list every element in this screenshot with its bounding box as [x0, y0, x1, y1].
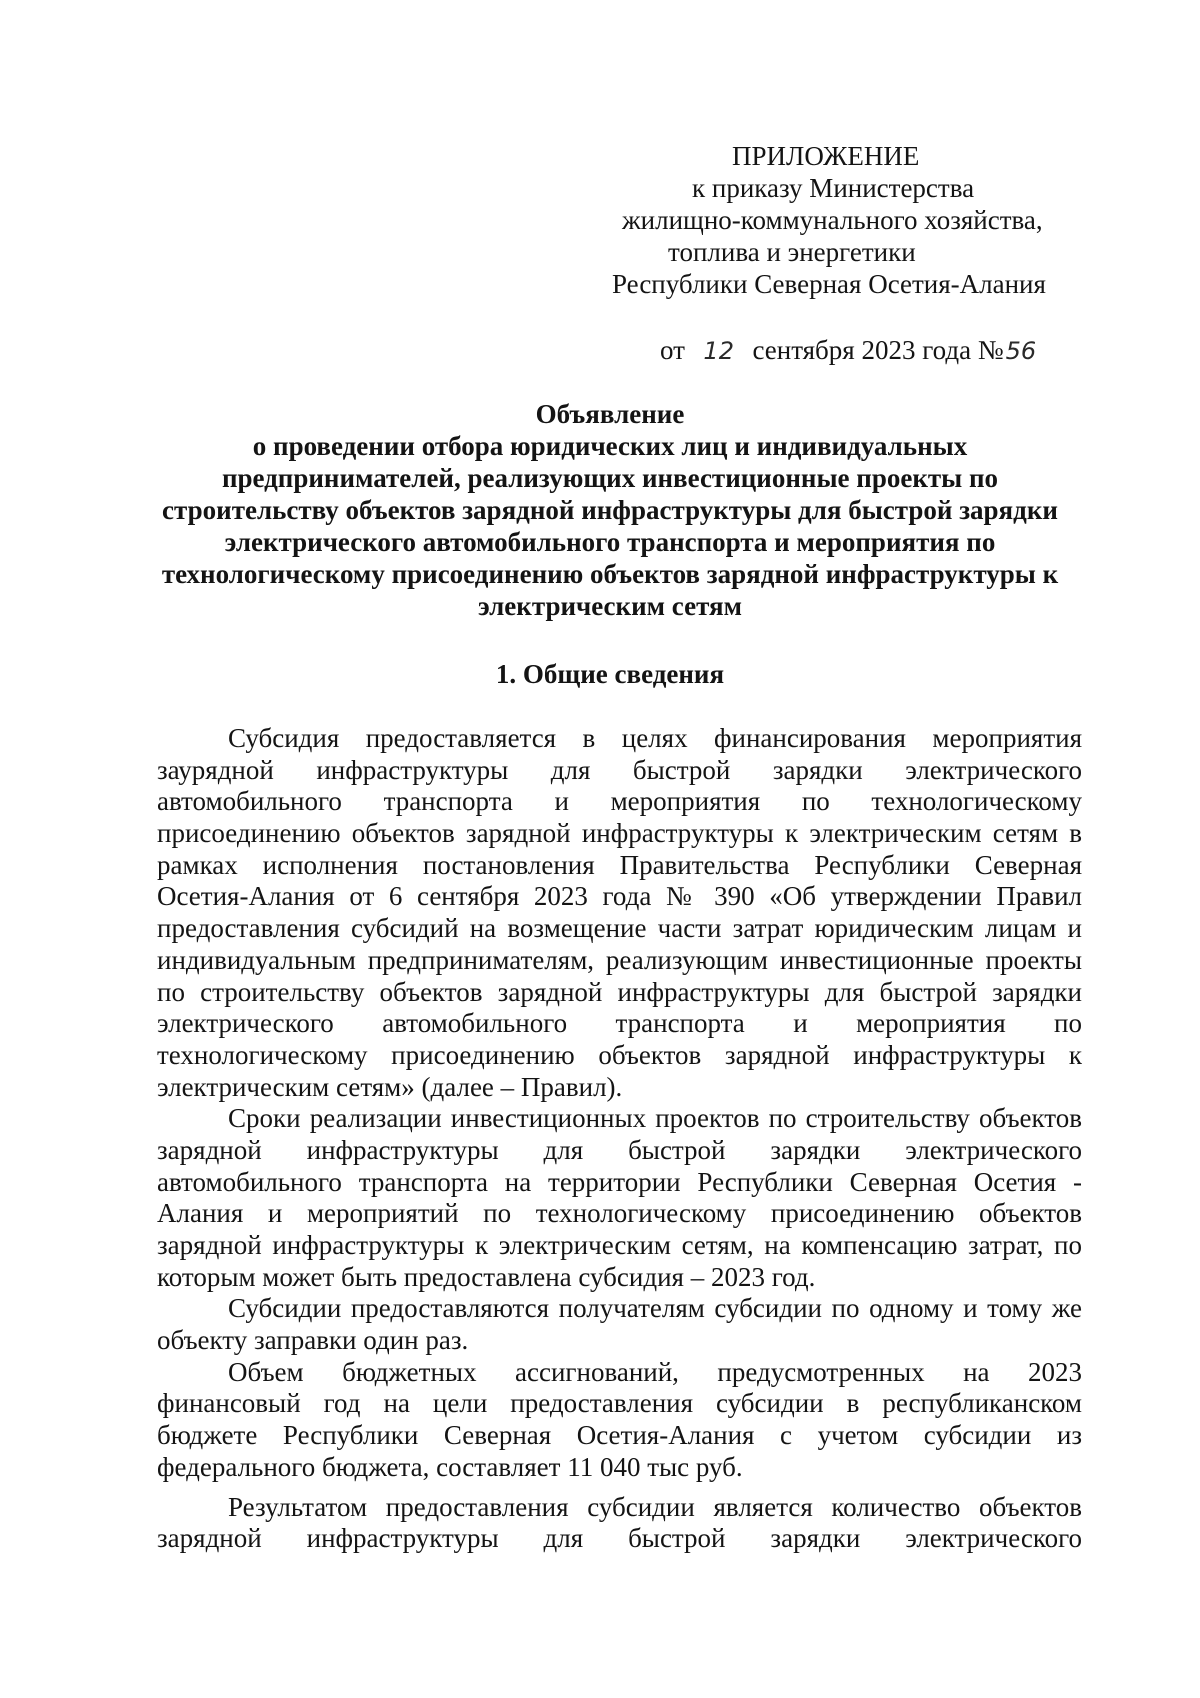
heading-line: электрического автомобильного транспорта и мероприятия по: [224, 527, 996, 557]
paragraph-line: которым может быть предоставлена субсидия – 2023 год.: [157, 1261, 816, 1292]
order-date-text: сентября 2023 года №: [752, 335, 1004, 365]
appendix-line: Республики Северная Осетия-Алания: [612, 269, 1046, 299]
paragraph-line: электрическим сетям» (далее – Правил).: [157, 1071, 623, 1102]
heading-title: Объявление: [535, 399, 685, 429]
paragraph-line: заурядной инфраструктуры для быстрой зарядки электрического: [157, 754, 1082, 785]
paragraph-line: объекту заправки один раз.: [157, 1325, 469, 1356]
paragraph-line: финансовый год на цели предоставления субсидии в республиканском: [157, 1388, 1082, 1419]
section-title: 1. Общие сведения: [495, 659, 725, 689]
paragraph-line: электрического автомобильного транспорта и мероприятия по: [157, 1008, 1082, 1039]
paragraph-line: Объем бюджетных ассигнований, предусмотренных на 2023: [228, 1356, 1082, 1387]
handwritten-order-number: 56: [1005, 337, 1037, 365]
paragraph-line: предоставления субсидий на возмещение части затрат юридическим лицам и: [157, 913, 1082, 944]
paragraph-line: Результатом предоставления субсидии является количество объектов: [228, 1491, 1082, 1522]
appendix-line: топлива и энергетики: [668, 237, 916, 267]
appendix-title: ПРИЛОЖЕНИЕ: [732, 141, 920, 171]
heading-line: о проведении отбора юридических лиц и индивидуальных: [252, 431, 968, 461]
heading-line: технологическому присоединению объектов зарядной инфраструктуры к: [161, 559, 1059, 589]
body-text: [157, 723, 1082, 1555]
paragraph-line: технологическому присоединению объектов зарядной инфраструктуры к: [157, 1039, 1082, 1070]
paragraph-line: Субсидия предоставляется в целях финансирования мероприятия: [228, 723, 1082, 753]
appendix-line: к приказу Министерства: [692, 173, 975, 203]
appendix-line: жилищно-коммунального хозяйства,: [622, 205, 1043, 235]
heading-line: строительству объектов зарядной инфраструктуры для быстрой зарядки: [162, 495, 1058, 525]
paragraph-line: зарядной инфраструктуры для быстрой зарядки электрического: [157, 1134, 1082, 1165]
paragraph-line: индивидуальным предпринимателям, реализующим инвестиционные проекты: [157, 944, 1082, 975]
paragraph-line: Сроки реализации инвестиционных проектов по строительству объектов: [228, 1103, 1082, 1134]
paragraph-line: бюджете Республики Северная Осетия-Алания с учетом субсидии из: [157, 1420, 1082, 1451]
paragraph-line: Алания и мероприятий по технологическому присоединению объектов: [157, 1198, 1082, 1229]
heading-line: предпринимателей, реализующих инвестиционные проекты по: [221, 463, 999, 493]
appendix-block: [612, 140, 1092, 300]
paragraph-line: автомобильного транспорта и мероприятия по технологическому: [157, 786, 1082, 817]
paragraph-line: Субсидии предоставляются получателям субсидии по одному и тому же: [228, 1293, 1082, 1324]
heading-line: электрическим сетям: [477, 591, 742, 621]
paragraph-line: по строительству объектов зарядной инфраструктуры для быстрой зарядки: [157, 976, 1082, 1007]
paragraph-line: автомобильного транспорта на территории Республики Северная Осетия -: [157, 1166, 1082, 1197]
paragraph-line: зарядной инфраструктуры для быстрой зарядки электрического: [157, 1523, 1082, 1554]
paragraph-line: федерального бюджета, составляет 11 040 тыс руб.: [157, 1451, 743, 1482]
order-date-line: [660, 334, 1036, 367]
order-prefix: от: [660, 335, 685, 365]
paragraph-line: зарядной инфраструктуры к электрическим сетям, на компенсацию затрат, по: [157, 1230, 1082, 1260]
paragraph-line: рамках исполнения постановления Правительства Республики Северная: [157, 849, 1082, 880]
announcement-heading: [140, 398, 1080, 622]
paragraph-line: Осетия-Алания от 6 сентября 2023 года № 390 «Об утверждении Правил: [157, 881, 1082, 912]
paragraph-gap: [157, 1484, 1082, 1492]
paragraph-line: присоединению объектов зарядной инфраструктуры к электрическим сетям в: [157, 818, 1082, 849]
handwritten-day: 12: [703, 337, 734, 365]
